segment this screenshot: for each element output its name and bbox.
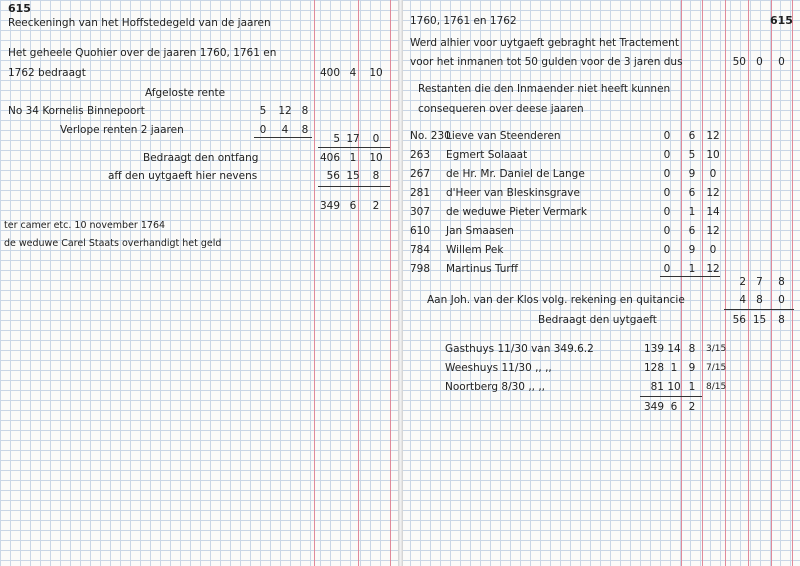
- amount-penningen: 8: [688, 343, 696, 355]
- amount-stuivers: 10: [667, 381, 681, 393]
- amount-stuivers: 15: [752, 314, 767, 326]
- fraction-note: 3/15: [706, 344, 727, 354]
- amount-penningen: 8: [778, 276, 785, 288]
- total-label: Bedraagt den ontfang: [143, 152, 259, 164]
- arrears-number: No. 230: [410, 130, 451, 142]
- arrears-number: 281: [410, 187, 431, 199]
- amount-penningen: 14: [706, 206, 720, 218]
- margin-line: [314, 0, 315, 566]
- amount-stuivers: 6: [688, 225, 696, 237]
- amount-stuivers: 6: [349, 200, 357, 212]
- section-heading: Restanten die den Inmaender niet heeft kunnen: [418, 83, 671, 95]
- total-rule: [318, 186, 390, 187]
- amount-stuivers: 1: [688, 206, 696, 218]
- margin-line: [681, 0, 682, 566]
- amount-guilders: 0: [663, 263, 671, 275]
- amount-penningen: 12: [706, 187, 720, 199]
- total-label: Bedraagt den uytgaeft: [538, 314, 657, 326]
- amount-guilders: 0: [663, 149, 671, 161]
- arrears-name: Willem Pek: [446, 244, 504, 256]
- arrears-number: 307: [410, 206, 431, 218]
- closing-note: de weduwe Carel Staats overhandigt het geld: [4, 238, 222, 249]
- arrears-number: 267: [410, 168, 431, 180]
- folio-number: 615: [8, 2, 31, 15]
- amount-guilders: 50: [732, 56, 746, 68]
- amount-stuivers: 8: [756, 294, 763, 306]
- amount-stuivers: 6: [688, 187, 696, 199]
- amount-guilders: 406: [319, 152, 340, 164]
- closing-note: ter camer etc. 10 november 1764: [4, 220, 166, 231]
- total-rule: [640, 396, 702, 397]
- arrears-number: 784: [410, 244, 431, 256]
- amount-stuivers: 9: [688, 168, 696, 180]
- arrears-name: Martinus Turff: [446, 263, 518, 275]
- section-heading: Afgeloste rente: [145, 87, 226, 99]
- deduction-label: aff den uytgaeft hier nevens: [108, 170, 258, 182]
- amount-guilders: 0: [663, 206, 671, 218]
- intro-line: Het geheele Quohier over de jaaren 1760, 1761 en: [8, 47, 277, 59]
- ledger-entry: No 34 Kornelis Binnepoort: [8, 105, 145, 117]
- distribution-label: Noortberg 8/30 ,, ,,: [445, 381, 546, 393]
- amount-guilders: 0: [663, 168, 671, 180]
- amount-guilders: 0: [663, 244, 671, 256]
- arrears-name: de weduwe Pieter Vermark: [446, 206, 587, 218]
- amount-guilders: 0: [259, 124, 267, 136]
- amount-penningen: 2: [372, 200, 380, 212]
- margin-line: [792, 0, 793, 566]
- arrears-name: Jan Smaasen: [446, 225, 514, 237]
- amount-stuivers: 6: [688, 130, 696, 142]
- subtotal-rule: [660, 276, 720, 277]
- arrears-name: de Hr. Mr. Daniel de Lange: [446, 168, 585, 180]
- amount-guilders: 2: [739, 276, 746, 288]
- arrears-number: 798: [410, 263, 431, 275]
- amount-stuivers: 0: [756, 56, 763, 68]
- amount-guilders: 81: [650, 381, 664, 393]
- amount-stuivers: 17: [346, 133, 360, 145]
- amount-guilders: 400: [319, 67, 340, 79]
- amount-penningen: 10: [706, 149, 720, 161]
- distribution-label: Weeshuys 11/30 ,, ,,: [445, 362, 552, 374]
- subtotal-rule: [318, 147, 390, 148]
- amount-penningen: 8: [372, 170, 380, 182]
- arrears-number: 610: [410, 225, 431, 237]
- amount-penningen: 12: [706, 130, 720, 142]
- ledger-entry: Aan Joh. van der Klos volg. rekening en quitancie: [427, 294, 685, 306]
- arrears-name: Egmert Solaaat: [446, 149, 528, 161]
- book-spine: [398, 0, 403, 566]
- amount-stuivers: 1: [688, 263, 696, 275]
- amount-penningen: 8: [778, 314, 785, 326]
- amount-guilders: 5: [333, 133, 340, 145]
- amount-guilders: 4: [739, 294, 746, 306]
- amount-stuivers: 4: [349, 67, 357, 79]
- amount-penningen: 12: [706, 225, 720, 237]
- margin-line: [702, 0, 703, 566]
- amount-penningen: 0: [778, 56, 785, 68]
- amount-penningen: 0: [709, 168, 717, 180]
- fraction-note: 8/15: [706, 382, 727, 392]
- amount-stuivers: 7: [756, 276, 763, 288]
- amount-penningen: 2: [688, 401, 696, 413]
- fraction-note: 7/15: [706, 363, 727, 373]
- amount-stuivers: 5: [688, 149, 696, 161]
- amount-guilders: 349: [319, 200, 340, 212]
- amount-guilders: 0: [663, 130, 671, 142]
- amount-stuivers: 12: [278, 105, 292, 117]
- ledger-entry: voor het inmanen tot 50 gulden voor de 3 jaren dus: [410, 56, 683, 68]
- folio-number: 615: [770, 14, 793, 27]
- amount-stuivers: 4: [281, 124, 289, 136]
- amount-penningen: 0: [372, 133, 380, 145]
- amount-penningen: 0: [778, 294, 785, 306]
- arrears-name: Lieve van Steenderen: [446, 130, 561, 142]
- amount-guilders: 5: [259, 105, 267, 117]
- amount-stuivers: 1: [670, 362, 678, 374]
- amount-guilders: 56: [732, 314, 746, 326]
- amount-guilders: 0: [663, 187, 671, 199]
- amount-guilders: 56: [326, 170, 340, 182]
- margin-line: [358, 0, 359, 566]
- amount-guilders: 349: [643, 401, 664, 413]
- amount-penningen: 1: [688, 381, 696, 393]
- amount-stuivers: 14: [667, 343, 681, 355]
- amount-penningen: 8: [301, 124, 309, 136]
- page-header: 1760, 1761 en 1762: [410, 15, 517, 27]
- subtotal-rule: [254, 137, 312, 138]
- total-rule: [724, 309, 794, 310]
- amount-penningen: 10: [369, 152, 383, 164]
- amount-guilders: 0: [663, 225, 671, 237]
- ledger-entry: Werd alhier voor uytgaeft gebraght het Tractement: [410, 37, 679, 49]
- amount-stuivers: 9: [688, 244, 696, 256]
- arrears-name: d'Heer van Bleskinsgrave: [446, 187, 580, 199]
- margin-line: [390, 0, 391, 566]
- ledger-entry: Verlope renten 2 jaaren: [60, 124, 184, 136]
- amount-guilders: 128: [643, 362, 664, 374]
- arrears-number: 263: [410, 149, 431, 161]
- page-title: Reeckeningh van het Hoffstedegeld van de jaaren: [8, 17, 271, 29]
- section-heading: consequeren over deese jaaren: [418, 103, 584, 115]
- amount-stuivers: 15: [346, 170, 360, 182]
- amount-stuivers: 1: [349, 152, 357, 164]
- amount-stuivers: 6: [670, 401, 678, 413]
- intro-line: 1762 bedraagt: [8, 67, 86, 79]
- amount-guilders: 139: [643, 343, 664, 355]
- amount-penningen: 0: [709, 244, 717, 256]
- amount-penningen: 8: [301, 105, 309, 117]
- amount-penningen: 12: [706, 263, 720, 275]
- amount-penningen: 10: [369, 67, 383, 79]
- amount-penningen: 9: [688, 362, 696, 374]
- distribution-label: Gasthuys 11/30 van 349.6.2: [445, 343, 594, 355]
